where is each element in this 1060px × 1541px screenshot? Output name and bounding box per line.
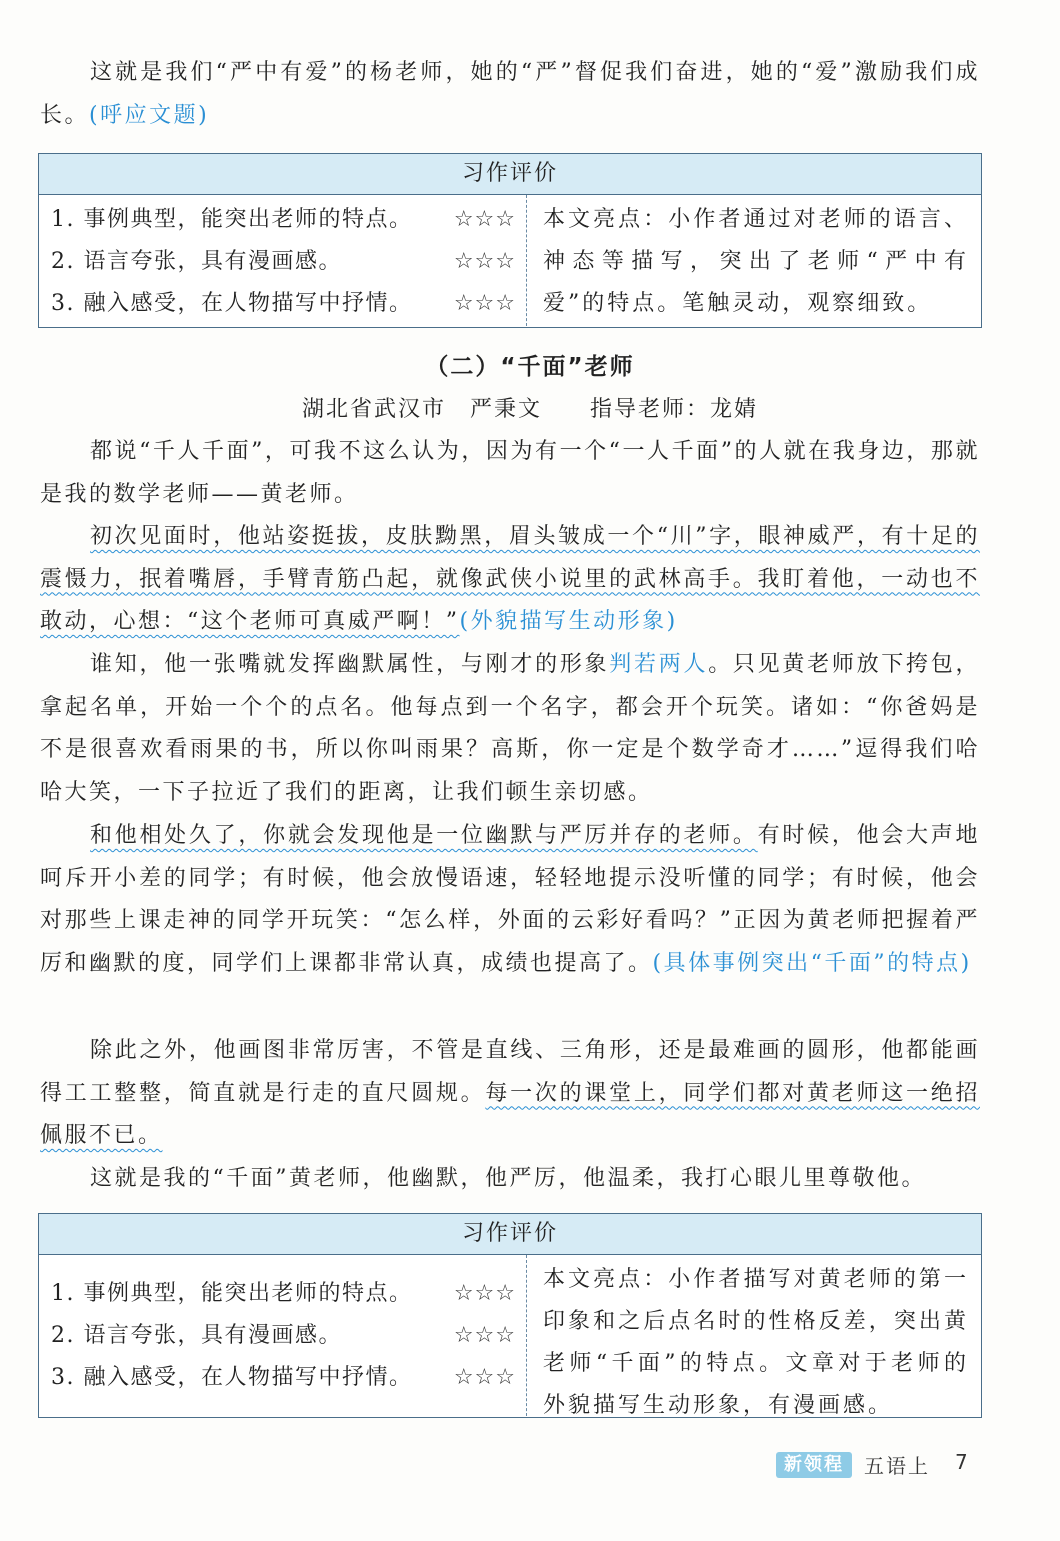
paragraph-text: 有时候，他会大声地呵斥开小差的同学；有时候，他会放慢语速，轻轻地提示没听懂的同学；有时候，他会对那些上课走神的同学开玩笑：“怎么样，外面的云彩好看吗？”正因为黄老师把握着严厉和幽默的度，同学们上课都非常认真，成绩也提高了。 [40,823,980,976]
criterion-text: 1. 事例典型，能突出老师的特点。 [51,1281,413,1306]
criterion-text: 3. 融入感受，在人物描写中抒情。 [51,1365,413,1390]
evaluation-header: 习作评价 [39,1214,981,1255]
criterion-row [51,241,516,283]
paragraph-examples [40,815,980,985]
criterion-text: 2. 语言夸张，具有漫画感。 [51,1323,342,1348]
star-rating: ☆☆☆ [453,1281,516,1306]
paragraph-text: 。只见黄老师放下挎包，拿起名单，开始一个个的点名。他每点到一个名字，都会开个玩笑。诸如：“你爸妈是不是很喜欢看雨果的书，所以你叫雨果？高斯，你一定是个数学奇才……”逗得我们哈哈大笑，一下子拉近了我们的距离，让我们顿生亲切感。 [40,652,980,805]
paragraph-drawing [40,1030,980,1158]
paragraph-conclusion-prev [40,52,980,137]
paragraph-text: 这就是我们“严中有爱”的杨老师，她的“严”督促我们奋进，她的“爱”激励我们成长。 [40,60,980,128]
criterion-row [51,1273,516,1315]
star-rating: ☆☆☆ [453,249,516,274]
highlighted-word: 判若两人 [609,652,709,677]
evaluation-box-2 [38,1213,982,1418]
essay-title: （二）“千面”老师 [425,354,635,380]
highlighted-text: 初次见面时，他站姿挺拔，皮肤黝黑，眉头皱成一个“川”字，眼神威严，有十足的震慑力，抿着嘴唇，手臂青筋凸起，就像武侠小说里的武林高手。我盯着他，一动也不敢动，心想：“这个老师可真威严啊！” [40,524,980,634]
highlighted-text: 和他相处久了，你就会发现他是一位幽默与严厉并存的老师。 [90,823,758,848]
evaluation-criteria [39,1255,527,1416]
evaluation-comment: 本文亮点：小作者描写对黄老师的第一印象和之后点名时的性格反差，突出黄老师“千面”的特点。文章对于老师的外貌描写生动形象，有漫画感。 [543,1267,969,1418]
criterion-text: 3. 融入感受，在人物描写中抒情。 [51,291,413,316]
evaluation-criteria [39,195,527,326]
star-rating: ☆☆☆ [453,291,516,316]
annotation-note: (外貌描写生动形象) [459,609,678,634]
paragraph-text: 这就是我的“千面”黄老师，他幽默，他严厉，他温柔，我打心眼儿里尊敬他。 [90,1166,926,1191]
paragraph-appearance [40,516,980,644]
criterion-text: 1. 事例典型，能突出老师的特点。 [51,207,413,232]
highlighted-text: 每一次的课堂上，同学们都对黄老师这一绝招佩服不已。 [40,1080,980,1148]
essay-author: 湖北省武汉市 严秉文 指导老师：龙婧 [301,397,758,422]
criterion-row [51,1315,516,1357]
paragraph-intro [40,431,980,516]
page-number: 7 [955,1450,968,1474]
criterion-row [51,1357,516,1399]
annotation-note: (具体事例突出“千面”的特点) [652,950,972,976]
star-rating: ☆☆☆ [453,1365,516,1390]
paragraph-conclusion [40,1158,980,1201]
criterion-row [51,199,516,241]
criterion-text: 2. 语言夸张，具有漫画感。 [51,249,342,274]
paragraph-text: 都说“千人千面”，可我不这么认为，因为有一个“一人千面”的人就在我身边，那就是我的数学老师——黄老师。 [40,439,980,507]
paragraph-text: 除此之外，他画图非常厉害，不管是直线、三角形，还是最难画的圆形，他都能画得工工整整，简直就是行走的直尺圆规。 [40,1038,980,1106]
star-rating: ☆☆☆ [453,207,516,232]
annotation-note: (呼应文题) [89,102,210,128]
evaluation-header: 习作评价 [39,154,981,195]
paragraph-humor [40,644,980,814]
evaluation-box-1 [38,153,982,328]
criterion-row [51,283,516,325]
star-rating: ☆☆☆ [453,1323,516,1348]
evaluation-comment: 本文亮点：小作者通过对老师的语言、神态等描写，突出了老师“严中有爱”的特点。笔触灵动，观察细致。 [543,207,969,316]
paragraph-text: 谁知，他一张嘴就发挥幽默属性，与刚才的形象 [90,652,610,677]
book-label: 五语上 [864,1454,930,1478]
brand-badge: 新领程 [776,1452,852,1478]
